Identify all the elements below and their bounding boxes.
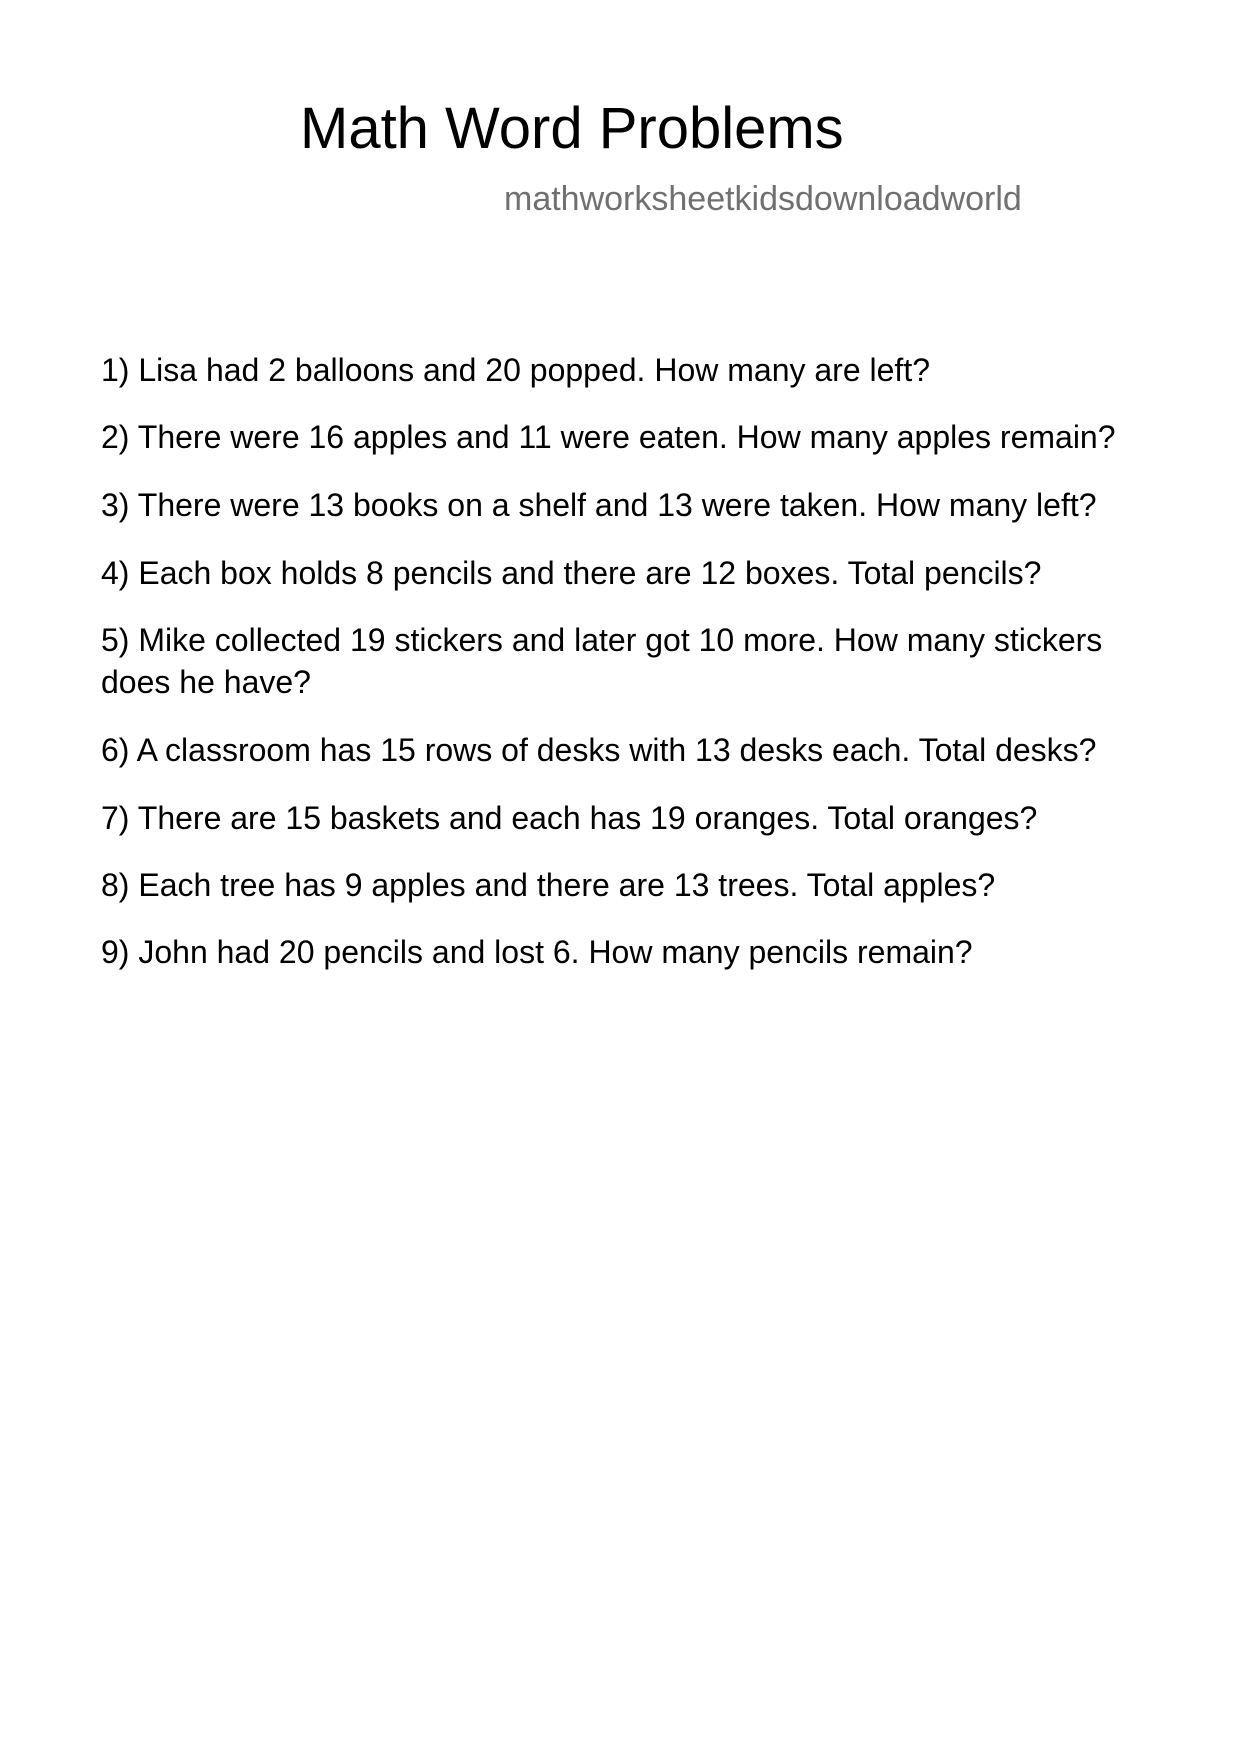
- problem-item-4: 4) Each box holds 8 pencils and there are 12 boxes. Total pencils?: [101, 555, 1042, 591]
- problem-item-9: 9) John had 20 pencils and lost 6. How many pencils remain?: [101, 934, 973, 970]
- problem-item-2: 2) There were 16 apples and 11 were eaten. How many apples remain?: [101, 419, 1116, 455]
- page-subtitle: mathworksheetkidsdownloadworld: [504, 180, 1022, 218]
- problem-item-8: 8) Each tree has 9 apples and there are 13 trees. Total apples?: [101, 867, 996, 903]
- problem-item-6: 6) A classroom has 15 rows of desks with 13 desks each. Total desks?: [101, 732, 1097, 768]
- problem-list: [101, 349, 1141, 998]
- problem-item-1: 1) Lisa had 2 balloons and 20 popped. How many are left?: [101, 352, 930, 388]
- problem-item-3: 3) There were 13 books on a shelf and 13 were taken. How many left?: [101, 487, 1097, 523]
- problem-item-7: 7) There are 15 baskets and each has 19 oranges. Total oranges?: [101, 800, 1038, 836]
- page-title: Math Word Problems: [300, 96, 844, 161]
- problem-item-5: 5) Mike collected 19 stickers and later got 10 more. How many stickers does he have?: [101, 622, 1103, 700]
